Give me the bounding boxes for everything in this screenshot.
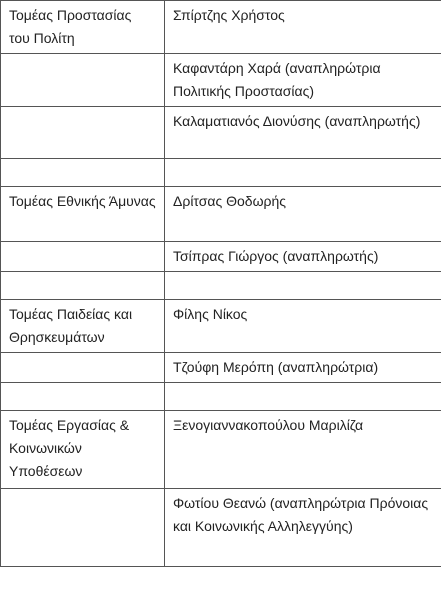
sector-cell [1,159,165,187]
table-row [1,242,441,272]
table-row [1,300,441,353]
person-cell: Φίλης Νίκος [165,300,441,353]
table-row [1,187,441,242]
person-cell: Ξενογιαννακοπούλου Μαριλίζα [165,411,441,489]
sector-cell: Τομέας Παιδείας και Θρησκευμάτων [1,300,165,353]
table-row [1,1,441,54]
sector-cell: Τομέας Προστασίας του Πολίτη [1,1,165,54]
sector-cell: Τομέας Εργασίας & Κοινωνικών Υποθέσεων [1,411,165,489]
person-cell [165,272,441,300]
person-cell: Καλαματιανός Διονύσης (αναπληρωτής) [165,107,441,159]
sector-cell [1,54,165,107]
sector-cell [1,242,165,272]
person-cell: Τσίπρας Γιώργος (αναπληρωτής) [165,242,441,272]
person-cell: Τζούφη Μερόπη (αναπληρώτρια) [165,353,441,383]
person-cell [165,383,441,411]
table-row [1,411,441,489]
table-row [1,107,441,159]
person-cell: Καφαντάρη Χαρά (αναπληρώτρια Πολιτικής Προστασίας) [165,54,441,107]
sector-cell [1,489,165,567]
table-row [1,159,441,187]
table-row [1,353,441,383]
sector-cell [1,353,165,383]
sector-cell [1,107,165,159]
table-row [1,54,441,107]
person-cell: Σπίρτζης Χρήστος [165,1,441,54]
sector-cell [1,272,165,300]
table-row [1,489,441,567]
person-cell [165,159,441,187]
person-cell: Φωτίου Θεανώ (αναπληρώτρια Πρόνοιας και Κοινωνικής Αλληλεγγύης) [165,489,441,567]
sector-cell: Τομέας Εθνικής Άμυνας [1,187,165,242]
table-row [1,383,441,411]
sector-cell [1,383,165,411]
person-cell: Δρίτσας Θοδωρής [165,187,441,242]
table-row [1,272,441,300]
